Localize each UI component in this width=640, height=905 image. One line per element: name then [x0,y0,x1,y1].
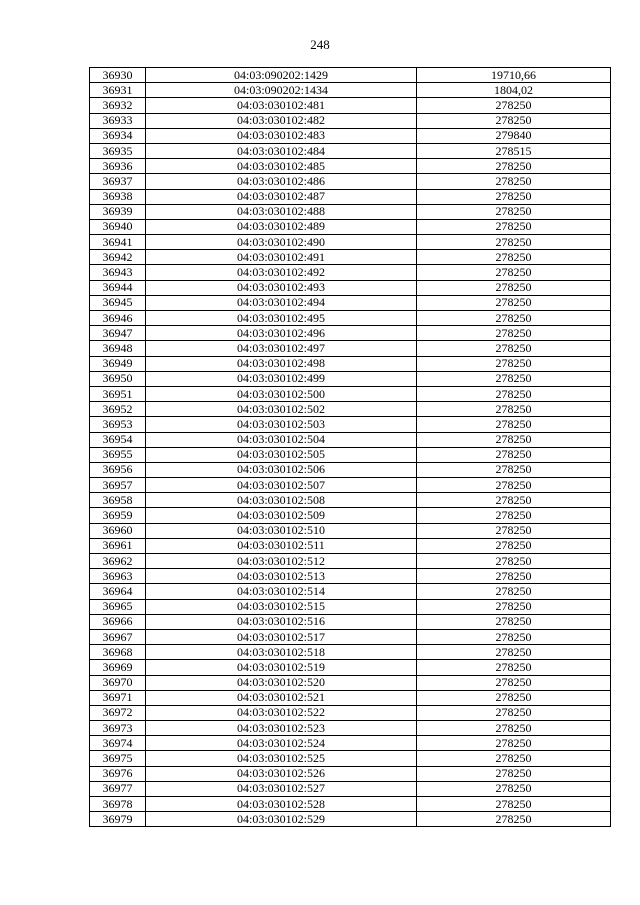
table-row [90,386,611,401]
value-cell: 278250 [417,645,611,660]
value-cell: 278250 [417,417,611,432]
table-row [90,614,611,629]
table-row [90,766,611,781]
cadastral-number-cell: 04:03:030102:505 [146,447,417,462]
value-cell: 278250 [417,614,611,629]
table-row [90,538,611,553]
value-cell: 1804,02 [417,83,611,98]
value-cell: 278250 [417,432,611,447]
cadastral-number-cell: 04:03:030102:496 [146,326,417,341]
cadastral-number-cell: 04:03:030102:524 [146,736,417,751]
table-row [90,736,611,751]
table-row [90,690,611,705]
cadastral-number-cell: 04:03:030102:515 [146,599,417,614]
table-row [90,508,611,523]
value-cell: 278250 [417,660,611,675]
cadastral-number-cell: 04:03:030102:507 [146,478,417,493]
row-number-cell: 36971 [90,690,146,705]
cadastral-number-cell: 04:03:030102:490 [146,235,417,250]
value-cell: 278250 [417,295,611,310]
cadastral-number-cell: 04:03:030102:516 [146,614,417,629]
cadastral-number-cell: 04:03:030102:491 [146,250,417,265]
row-number-cell: 36973 [90,721,146,736]
value-cell: 278250 [417,721,611,736]
table-body [90,68,611,827]
cadastral-number-cell: 04:03:030102:506 [146,462,417,477]
cadastral-number-cell: 04:03:030102:481 [146,98,417,113]
value-cell: 278250 [417,797,611,812]
table-row [90,341,611,356]
value-cell: 279840 [417,128,611,143]
table-row [90,569,611,584]
row-number-cell: 36943 [90,265,146,280]
value-cell: 278250 [417,219,611,234]
table-row [90,721,611,736]
row-number-cell: 36933 [90,113,146,128]
cadastral-number-cell: 04:03:030102:508 [146,493,417,508]
row-number-cell: 36972 [90,705,146,720]
row-number-cell: 36939 [90,204,146,219]
row-number-cell: 36947 [90,326,146,341]
value-cell: 19710,66 [417,68,611,83]
row-number-cell: 36953 [90,417,146,432]
row-number-cell: 36962 [90,554,146,569]
value-cell: 278250 [417,326,611,341]
row-number-cell: 36941 [90,235,146,250]
cadastral-number-cell: 04:03:030102:514 [146,584,417,599]
value-cell: 278250 [417,493,611,508]
row-number-cell: 36967 [90,629,146,644]
cadastral-number-cell: 04:03:030102:519 [146,660,417,675]
table-row [90,113,611,128]
table-row [90,797,611,812]
value-cell: 278250 [417,705,611,720]
table-row [90,311,611,326]
cadastral-number-cell: 04:03:030102:485 [146,159,417,174]
value-cell: 278250 [417,584,611,599]
row-number-cell: 36958 [90,493,146,508]
cadastral-number-cell: 04:03:030102:486 [146,174,417,189]
table-row [90,599,611,614]
cadastral-number-cell: 04:03:030102:527 [146,781,417,796]
row-number-cell: 36960 [90,523,146,538]
cadastral-number-cell: 04:03:030102:503 [146,417,417,432]
row-number-cell: 36945 [90,295,146,310]
table-row [90,356,611,371]
row-number-cell: 36961 [90,538,146,553]
value-cell: 278250 [417,447,611,462]
table-row [90,326,611,341]
table-row [90,554,611,569]
value-cell: 278250 [417,554,611,569]
table-row [90,781,611,796]
value-cell: 278250 [417,98,611,113]
row-number-cell: 36930 [90,68,146,83]
value-cell: 278250 [417,781,611,796]
cadastral-number-cell: 04:03:030102:502 [146,402,417,417]
cadastral-number-cell: 04:03:030102:526 [146,766,417,781]
row-number-cell: 36940 [90,219,146,234]
table-row [90,705,611,720]
row-number-cell: 36931 [90,83,146,98]
cadastral-number-cell: 04:03:030102:495 [146,311,417,326]
row-number-cell: 36948 [90,341,146,356]
cadastral-table [89,67,611,827]
value-cell: 278250 [417,280,611,295]
table-row [90,98,611,113]
table-row [90,83,611,98]
table-row [90,128,611,143]
cadastral-number-cell: 04:03:030102:525 [146,751,417,766]
table-row [90,265,611,280]
row-number-cell: 36955 [90,447,146,462]
row-number-cell: 36978 [90,797,146,812]
value-cell: 278250 [417,766,611,781]
row-number-cell: 36935 [90,143,146,158]
table-row [90,189,611,204]
row-number-cell: 36944 [90,280,146,295]
value-cell: 278250 [417,478,611,493]
table-row [90,235,611,250]
value-cell: 278250 [417,356,611,371]
cadastral-number-cell: 04:03:030102:500 [146,386,417,401]
value-cell: 278250 [417,341,611,356]
table-row [90,371,611,386]
cadastral-number-cell: 04:03:030102:487 [146,189,417,204]
cadastral-number-cell: 04:03:030102:497 [146,341,417,356]
cadastral-number-cell: 04:03:030102:520 [146,675,417,690]
row-number-cell: 36966 [90,614,146,629]
cadastral-number-cell: 04:03:030102:510 [146,523,417,538]
table-row [90,280,611,295]
value-cell: 278250 [417,538,611,553]
row-number-cell: 36959 [90,508,146,523]
row-number-cell: 36968 [90,645,146,660]
table-row [90,250,611,265]
value-cell: 278250 [417,736,611,751]
row-number-cell: 36957 [90,478,146,493]
table-row [90,68,611,83]
row-number-cell: 36964 [90,584,146,599]
table-row [90,675,611,690]
table-row [90,432,611,447]
row-number-cell: 36975 [90,751,146,766]
row-number-cell: 36936 [90,159,146,174]
row-number-cell: 36969 [90,660,146,675]
table-row [90,629,611,644]
row-number-cell: 36977 [90,781,146,796]
value-cell: 278250 [417,265,611,280]
table-row [90,812,611,827]
row-number-cell: 36965 [90,599,146,614]
value-cell: 278250 [417,629,611,644]
value-cell: 278250 [417,690,611,705]
cadastral-number-cell: 04:03:090202:1429 [146,68,417,83]
row-number-cell: 36963 [90,569,146,584]
table-row [90,447,611,462]
table-row [90,295,611,310]
value-cell: 278250 [417,523,611,538]
value-cell: 278250 [417,675,611,690]
table-row [90,159,611,174]
table-row [90,417,611,432]
value-cell: 278250 [417,462,611,477]
cadastral-number-cell: 04:03:030102:529 [146,812,417,827]
row-number-cell: 36946 [90,311,146,326]
table-row [90,219,611,234]
cadastral-number-cell: 04:03:030102:494 [146,295,417,310]
cadastral-number-cell: 04:03:030102:504 [146,432,417,447]
page-number: 248 [310,37,330,52]
value-cell: 278250 [417,569,611,584]
row-number-cell: 36952 [90,402,146,417]
cadastral-number-cell: 04:03:030102:499 [146,371,417,386]
row-number-cell: 36937 [90,174,146,189]
row-number-cell: 36976 [90,766,146,781]
value-cell: 278250 [417,751,611,766]
cadastral-number-cell: 04:03:030102:493 [146,280,417,295]
table-row [90,645,611,660]
cadastral-number-cell: 04:03:030102:509 [146,508,417,523]
table-row [90,462,611,477]
row-number-cell: 36974 [90,736,146,751]
table-row [90,523,611,538]
row-number-cell: 36942 [90,250,146,265]
row-number-cell: 36932 [90,98,146,113]
table-row [90,660,611,675]
value-cell: 278250 [417,159,611,174]
row-number-cell: 36934 [90,128,146,143]
row-number-cell: 36949 [90,356,146,371]
row-number-cell: 36950 [90,371,146,386]
table-row [90,402,611,417]
table-row [90,584,611,599]
cadastral-number-cell: 04:03:030102:482 [146,113,417,128]
table-row [90,204,611,219]
table-row [90,478,611,493]
value-cell: 278250 [417,189,611,204]
cadastral-number-cell: 04:03:030102:521 [146,690,417,705]
value-cell: 278250 [417,402,611,417]
value-cell: 278250 [417,204,611,219]
table-row [90,174,611,189]
value-cell: 278250 [417,812,611,827]
cadastral-number-cell: 04:03:030102:528 [146,797,417,812]
cadastral-number-cell: 04:03:030102:489 [146,219,417,234]
row-number-cell: 36954 [90,432,146,447]
cadastral-number-cell: 04:03:030102:511 [146,538,417,553]
cadastral-number-cell: 04:03:030102:522 [146,705,417,720]
value-cell: 278250 [417,371,611,386]
cadastral-number-cell: 04:03:030102:492 [146,265,417,280]
cadastral-number-cell: 04:03:030102:483 [146,128,417,143]
value-cell: 278250 [417,386,611,401]
cadastral-number-cell: 04:03:030102:518 [146,645,417,660]
table-row [90,751,611,766]
cadastral-number-cell: 04:03:030102:498 [146,356,417,371]
row-number-cell: 36979 [90,812,146,827]
value-cell: 278250 [417,113,611,128]
table-row [90,143,611,158]
cadastral-number-cell: 04:03:030102:512 [146,554,417,569]
row-number-cell: 36970 [90,675,146,690]
table-row [90,493,611,508]
cadastral-number-cell: 04:03:030102:523 [146,721,417,736]
cadastral-number-cell: 04:03:090202:1434 [146,83,417,98]
value-cell: 278250 [417,508,611,523]
cadastral-number-cell: 04:03:030102:488 [146,204,417,219]
row-number-cell: 36951 [90,386,146,401]
value-cell: 278250 [417,599,611,614]
value-cell: 278250 [417,250,611,265]
value-cell: 278250 [417,235,611,250]
cadastral-number-cell: 04:03:030102:517 [146,629,417,644]
row-number-cell: 36956 [90,462,146,477]
cadastral-number-cell: 04:03:030102:513 [146,569,417,584]
value-cell: 278515 [417,143,611,158]
cadastral-number-cell: 04:03:030102:484 [146,143,417,158]
value-cell: 278250 [417,174,611,189]
row-number-cell: 36938 [90,189,146,204]
value-cell: 278250 [417,311,611,326]
